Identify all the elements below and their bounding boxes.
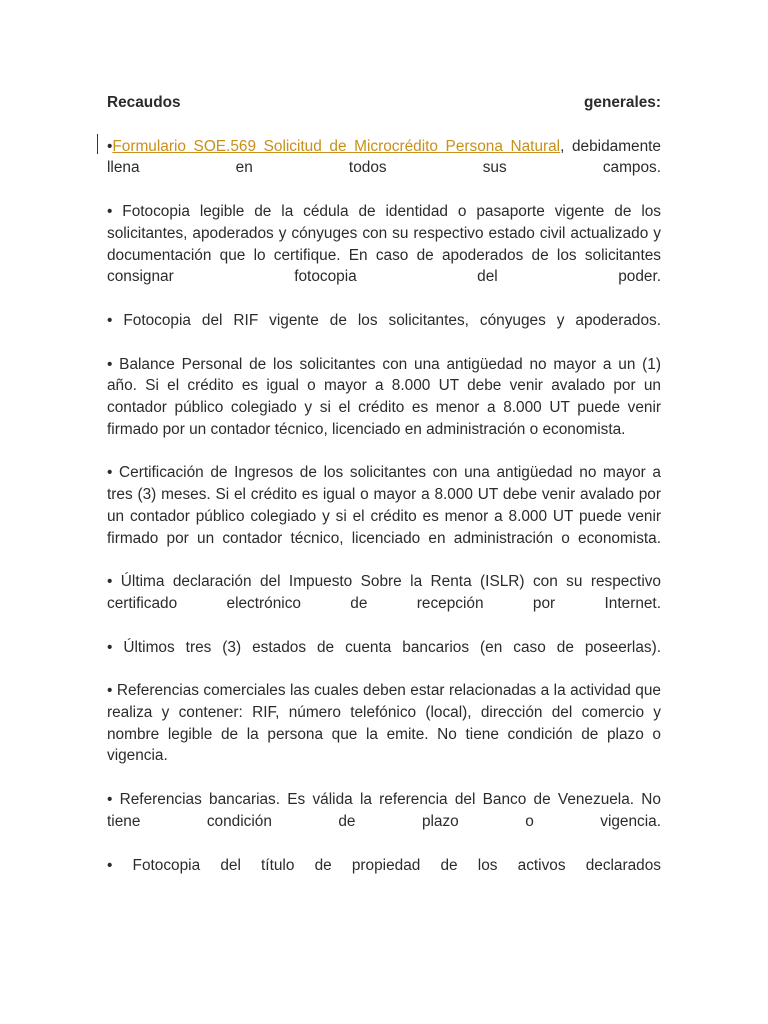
list-item-text: , debidamente llena en todos sus campos. (107, 137, 661, 177)
heading-right: generales: (584, 94, 661, 111)
list-item: • Últimos tres (3) estados de cuenta bancarios (en caso de poseerlas). (107, 638, 661, 656)
section-heading (107, 92, 661, 114)
text-cursor (97, 134, 98, 154)
list-item: • Fotocopia del RIF vigente de los solicitantes, cónyuges y apoderados. (107, 311, 661, 329)
heading-left: Recaudos (107, 94, 181, 111)
list-item: • Fotocopia del título de propiedad de los activos declarados (107, 856, 661, 874)
list-item: • Referencias bancarias. Es válida la referencia del Banco de Venezuela. No tiene condición de plazo o vigencia. (107, 791, 661, 830)
form-link[interactable]: Formulario SOE.569 Solicitud de Microcrédito Persona Natural (112, 137, 561, 155)
list-item-form (107, 136, 661, 179)
list-item: • Última declaración del Impuesto Sobre la Renta (ISLR) con su respectivo certificado electrónico de recepción por Internet. (107, 573, 661, 612)
list-item: • Fotocopia legible de la cédula de identidad o pasaporte vigente de los solicitantes, apoderados y cónyuges con su respectivo estado civil actualizado y documentación que lo certifique. En caso de apoderados de los solicitantes consignar fotocopia del poder. (107, 203, 661, 286)
list-item: • Referencias comerciales las cuales deben estar relacionadas a la actividad que realiza y contener: RIF, número telefónico (local), dirección del comercio y nombre legible de la persona que la emite. No tiene condición de plazo o vigencia. (107, 682, 661, 765)
document-page (107, 92, 661, 898)
bullet: • (107, 137, 113, 155)
list-item: • Balance Personal de los solicitantes con una antigüedad no mayor a un (1) año. Si el crédito es igual o mayor a 8.000 UT debe venir avalado por un contador público colegiado y si el crédito es menor a 8.000 UT puede venir firmado por un contador técnico, licenciado en administración o economista. (107, 355, 661, 438)
list-item: • Certificación de Ingresos de los solicitantes con una antigüedad no mayor a tres (3) meses. Si el crédito es igual o mayor a 8.000 UT debe venir avalado por un contador público colegiado y si el crédito es menor a 8.000 UT puede venir firmado por un contador técnico, licenciado en administración o economista. (107, 464, 661, 547)
